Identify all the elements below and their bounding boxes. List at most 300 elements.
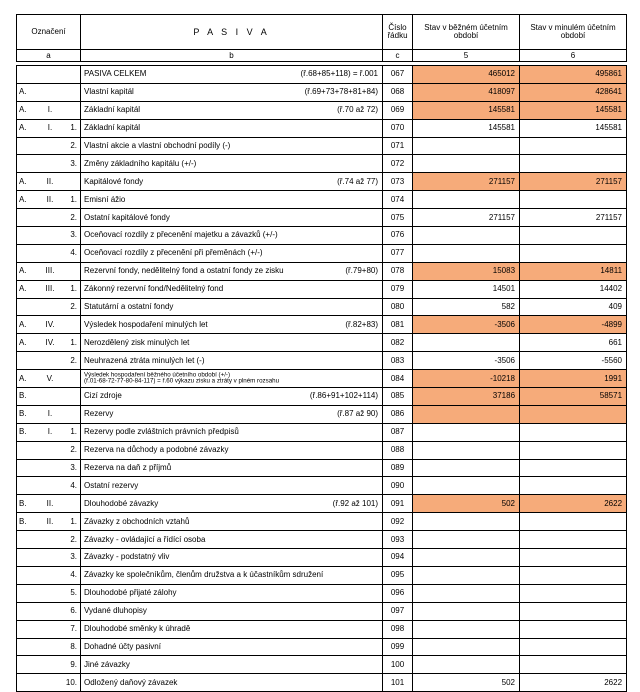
row-level-3: 2. xyxy=(63,352,81,370)
row-label-cell xyxy=(81,423,383,441)
row-label: Rezerva na daň z příjmů xyxy=(84,463,172,473)
row-label: Závazky - ovládající a řídící osoba xyxy=(84,534,206,544)
row-label: Zákonný rezervní fond/Nedělitelný fond xyxy=(84,284,224,294)
row-level-3: 1. xyxy=(63,119,81,137)
value-current-period xyxy=(413,459,520,477)
value-current-period xyxy=(413,137,520,155)
row-level-3 xyxy=(63,316,81,334)
row-label: Ostatní rezervy xyxy=(84,480,139,490)
table-row xyxy=(17,209,627,227)
table-row xyxy=(17,656,627,674)
row-level-2 xyxy=(38,620,63,638)
row-level-3: 5. xyxy=(63,584,81,602)
value-current-period: 465012 xyxy=(413,66,520,84)
value-previous-period: 271157 xyxy=(520,173,627,191)
row-label: Vlastní kapitál xyxy=(84,87,134,97)
value-current-period xyxy=(413,227,520,245)
row-level-3: 7. xyxy=(63,620,81,638)
row-label: Vlastní akcie a vlastní obchodní podíly (-) xyxy=(84,141,231,150)
row-level-1: A. xyxy=(17,280,38,298)
row-level-1 xyxy=(17,602,38,620)
row-code: 099 xyxy=(383,638,413,656)
row-level-2 xyxy=(38,83,63,101)
value-previous-period xyxy=(520,620,627,638)
row-code: 093 xyxy=(383,531,413,549)
subheader-5: 5 xyxy=(413,50,520,62)
row-label-cell xyxy=(81,656,383,674)
row-label: Jiné závazky xyxy=(84,659,130,669)
row-level-3: 1. xyxy=(63,334,81,352)
row-level-3: 2. xyxy=(63,209,81,227)
row-label-cell xyxy=(81,674,383,692)
row-label: Dlouhodobé závazky xyxy=(84,498,159,508)
value-current-period xyxy=(413,638,520,656)
row-code: 068 xyxy=(383,83,413,101)
subheader-c: c xyxy=(383,50,413,62)
row-level-2: II. xyxy=(38,513,63,531)
row-formula: (ř.79+80) xyxy=(345,266,379,276)
row-formula: (ř.86+91+102+114) xyxy=(309,391,379,401)
table-row xyxy=(17,298,627,316)
row-code: 071 xyxy=(383,137,413,155)
row-label-cell xyxy=(81,173,383,191)
table-row xyxy=(17,423,627,441)
value-previous-period: 271157 xyxy=(520,209,627,227)
row-code: 070 xyxy=(383,119,413,137)
table-row xyxy=(17,83,627,101)
row-label-cell xyxy=(81,191,383,209)
value-previous-period xyxy=(520,566,627,584)
row-level-3 xyxy=(63,388,81,406)
row-level-1 xyxy=(17,549,38,567)
row-level-3 xyxy=(63,101,81,119)
row-code: 082 xyxy=(383,334,413,352)
row-label: Rezerva na důchody a podobné závazky xyxy=(84,445,229,455)
value-current-period: 14501 xyxy=(413,280,520,298)
row-level-1 xyxy=(17,298,38,316)
col-header-minule-obdobi: Stav v minulém účetním období xyxy=(520,15,627,50)
row-level-3: 1. xyxy=(63,280,81,298)
value-current-period xyxy=(413,531,520,549)
row-level-2: III. xyxy=(38,262,63,280)
row-level-3: 1. xyxy=(63,191,81,209)
row-level-2 xyxy=(38,227,63,245)
row-label-cell xyxy=(81,155,383,173)
subheader-6: 6 xyxy=(520,50,627,62)
value-previous-period xyxy=(520,137,627,155)
row-label: Základní kapitál xyxy=(84,123,141,133)
row-level-1: A. xyxy=(17,83,38,101)
row-level-3 xyxy=(63,370,81,388)
table-row xyxy=(17,191,627,209)
row-label: Neuhrazená ztráta minulých let (-) xyxy=(84,355,205,365)
row-code: 098 xyxy=(383,620,413,638)
row-code: 072 xyxy=(383,155,413,173)
col-header-pasiva: P A S I V A xyxy=(81,15,383,50)
row-code: 088 xyxy=(383,441,413,459)
value-current-period xyxy=(413,244,520,262)
row-label-cell xyxy=(81,352,383,370)
value-previous-period: 2622 xyxy=(520,674,627,692)
row-label: Cizí zdroje xyxy=(84,391,122,401)
row-level-1 xyxy=(17,66,38,84)
value-current-period xyxy=(413,656,520,674)
value-previous-period: 58571 xyxy=(520,388,627,406)
row-level-1 xyxy=(17,531,38,549)
col-header-oznaceni: Označení xyxy=(17,15,81,50)
row-level-2 xyxy=(38,602,63,620)
row-level-2: II. xyxy=(38,495,63,513)
table-row xyxy=(17,137,627,155)
value-previous-period: 495861 xyxy=(520,66,627,84)
row-level-1 xyxy=(17,137,38,155)
row-label-cell xyxy=(81,370,383,388)
row-code: 074 xyxy=(383,191,413,209)
row-level-3 xyxy=(63,495,81,513)
row-label: Emisní ážio xyxy=(84,194,126,204)
row-label: Závazky z obchodních vztahů xyxy=(84,516,190,526)
table-row xyxy=(17,441,627,459)
value-previous-period xyxy=(520,405,627,423)
table-row xyxy=(17,101,627,119)
row-label: Rezervy podle zvláštních právních předpisů xyxy=(84,427,239,437)
row-label: Nerozdělený zisk minulých let xyxy=(84,337,190,347)
row-level-2: II. xyxy=(38,191,63,209)
table-row xyxy=(17,602,627,620)
table-row xyxy=(17,370,627,388)
row-label-cell xyxy=(81,119,383,137)
row-code: 083 xyxy=(383,352,413,370)
table-row xyxy=(17,495,627,513)
table-row xyxy=(17,352,627,370)
value-current-period xyxy=(413,441,520,459)
row-level-3: 6. xyxy=(63,602,81,620)
table-body xyxy=(17,66,627,692)
value-previous-period: 661 xyxy=(520,334,627,352)
row-label-cell xyxy=(81,441,383,459)
subheader-a: a xyxy=(17,50,81,62)
row-level-2: I. xyxy=(38,119,63,137)
row-level-1: A. xyxy=(17,173,38,191)
value-previous-period xyxy=(520,423,627,441)
value-current-period: 145581 xyxy=(413,101,520,119)
row-code: 076 xyxy=(383,227,413,245)
row-level-2: IV. xyxy=(38,334,63,352)
row-code: 080 xyxy=(383,298,413,316)
balance-sheet-liabilities xyxy=(16,14,626,687)
row-level-2 xyxy=(38,638,63,656)
value-previous-period: -5560 xyxy=(520,352,627,370)
row-code: 094 xyxy=(383,549,413,567)
table-row xyxy=(17,549,627,567)
row-label-cell xyxy=(81,298,383,316)
row-formula: (ř.82+83) xyxy=(345,319,379,329)
row-level-1: A. xyxy=(17,316,38,334)
row-label-cell xyxy=(81,584,383,602)
row-label: Ostatní kapitálové fondy xyxy=(84,212,170,222)
row-level-2 xyxy=(38,209,63,227)
row-label-cell xyxy=(81,602,383,620)
table-row xyxy=(17,316,627,334)
header-row xyxy=(17,15,627,50)
row-level-2: IV. xyxy=(38,316,63,334)
row-formula: (ř.74 až 77) xyxy=(337,176,379,186)
value-previous-period: 145581 xyxy=(520,119,627,137)
table-row xyxy=(17,334,627,352)
row-label: Oceňovací rozdíly z přecenění majetku a závazků (+/-) xyxy=(84,230,278,240)
row-level-3: 4. xyxy=(63,244,81,262)
value-previous-period xyxy=(520,244,627,262)
row-level-2: III. xyxy=(38,280,63,298)
table-row xyxy=(17,531,627,549)
row-level-3: 8. xyxy=(63,638,81,656)
row-label-cell xyxy=(81,531,383,549)
table-row xyxy=(17,584,627,602)
value-current-period: -3506 xyxy=(413,352,520,370)
table-row xyxy=(17,459,627,477)
row-level-3: 1. xyxy=(63,423,81,441)
row-level-1: B. xyxy=(17,495,38,513)
value-current-period xyxy=(413,549,520,567)
row-label-cell xyxy=(81,513,383,531)
col-header-cislo-radku: Číslo řádku xyxy=(383,15,413,50)
row-level-1: A. xyxy=(17,119,38,137)
row-label: Kapitálové fondy xyxy=(84,176,144,186)
value-current-period: 582 xyxy=(413,298,520,316)
row-label-cell xyxy=(81,566,383,584)
value-current-period xyxy=(413,405,520,423)
table-row xyxy=(17,477,627,495)
value-previous-period xyxy=(520,513,627,531)
row-level-2: I. xyxy=(38,405,63,423)
row-code: 097 xyxy=(383,602,413,620)
row-level-1 xyxy=(17,155,38,173)
row-code: 087 xyxy=(383,423,413,441)
row-level-1 xyxy=(17,638,38,656)
row-level-1: B. xyxy=(17,423,38,441)
table-row xyxy=(17,262,627,280)
value-previous-period xyxy=(520,638,627,656)
row-label-cell xyxy=(81,334,383,352)
value-previous-period xyxy=(520,155,627,173)
row-formula: (ř.92 až 101) xyxy=(332,498,379,508)
value-previous-period xyxy=(520,477,627,495)
table-row xyxy=(17,173,627,191)
row-code: 084 xyxy=(383,370,413,388)
row-code: 069 xyxy=(383,101,413,119)
table-row xyxy=(17,513,627,531)
row-formula: (ř.87 až 90) xyxy=(337,409,379,419)
row-level-3: 3. xyxy=(63,155,81,173)
table-row xyxy=(17,638,627,656)
row-label-cell xyxy=(81,66,383,84)
row-level-3: 3. xyxy=(63,227,81,245)
row-level-2: I. xyxy=(38,101,63,119)
row-label: Rezervní fondy, nedělitelný fond a ostatní fondy ze zisku xyxy=(84,266,284,276)
value-current-period: 502 xyxy=(413,495,520,513)
value-previous-period xyxy=(520,531,627,549)
row-level-1: A. xyxy=(17,262,38,280)
row-level-3: 2. xyxy=(63,137,81,155)
row-label-cell xyxy=(81,549,383,567)
row-level-3 xyxy=(63,262,81,280)
row-label: Dlouhodobé přijaté zálohy xyxy=(84,588,177,598)
value-current-period: -3506 xyxy=(413,316,520,334)
value-current-period xyxy=(413,334,520,352)
value-current-period xyxy=(413,584,520,602)
row-label: Výsledek hospodaření minulých let xyxy=(84,319,208,329)
row-code: 077 xyxy=(383,244,413,262)
row-label-cell xyxy=(81,262,383,280)
table-row xyxy=(17,566,627,584)
row-level-1: A. xyxy=(17,334,38,352)
row-level-1: B. xyxy=(17,388,38,406)
subheader-row xyxy=(17,50,627,62)
row-level-1 xyxy=(17,477,38,495)
row-formula: (ř.69+73+78+81+84) xyxy=(304,87,379,97)
value-current-period: 271157 xyxy=(413,173,520,191)
value-current-period xyxy=(413,602,520,620)
value-current-period xyxy=(413,191,520,209)
row-label: Oceňovací rozdíly z přecenění při přeměnách (+/-) xyxy=(84,248,263,258)
value-previous-period xyxy=(520,191,627,209)
row-level-1 xyxy=(17,566,38,584)
row-level-2 xyxy=(38,674,63,692)
row-level-3: 10. xyxy=(63,674,81,692)
row-label-cell xyxy=(81,244,383,262)
row-level-2 xyxy=(38,477,63,495)
row-code: 100 xyxy=(383,656,413,674)
row-level-2 xyxy=(38,352,63,370)
row-level-1 xyxy=(17,209,38,227)
value-current-period: 37186 xyxy=(413,388,520,406)
row-code: 095 xyxy=(383,566,413,584)
value-current-period xyxy=(413,566,520,584)
row-level-3: 3. xyxy=(63,459,81,477)
row-level-3 xyxy=(63,83,81,101)
value-previous-period xyxy=(520,459,627,477)
row-code: 086 xyxy=(383,405,413,423)
table-row xyxy=(17,388,627,406)
row-label-cell xyxy=(81,620,383,638)
row-level-1 xyxy=(17,244,38,262)
row-level-3 xyxy=(63,173,81,191)
row-label-cell xyxy=(81,459,383,477)
value-current-period xyxy=(413,155,520,173)
row-code: 085 xyxy=(383,388,413,406)
row-level-1 xyxy=(17,459,38,477)
value-current-period: 502 xyxy=(413,674,520,692)
value-previous-period xyxy=(520,656,627,674)
row-label: Závazky - podstatný vliv xyxy=(84,552,170,562)
row-label: Základní kapitál xyxy=(84,105,141,115)
row-label-cell xyxy=(81,83,383,101)
value-previous-period: 1991 xyxy=(520,370,627,388)
value-previous-period xyxy=(520,602,627,620)
row-level-3: 2. xyxy=(63,441,81,459)
row-level-2 xyxy=(38,459,63,477)
value-current-period: -10218 xyxy=(413,370,520,388)
row-code: 081 xyxy=(383,316,413,334)
row-label-cell xyxy=(81,388,383,406)
value-previous-period xyxy=(520,584,627,602)
row-code: 091 xyxy=(383,495,413,513)
row-label: Dohadné účty pasivní xyxy=(84,641,161,651)
value-previous-period: 2622 xyxy=(520,495,627,513)
row-level-3: 4. xyxy=(63,477,81,495)
row-label: Změny základního kapitálu (+/-) xyxy=(84,158,197,168)
row-code: 079 xyxy=(383,280,413,298)
row-level-1: B. xyxy=(17,513,38,531)
row-level-1: B. xyxy=(17,405,38,423)
row-level-2 xyxy=(38,584,63,602)
row-label-cell xyxy=(81,101,383,119)
row-label-cell xyxy=(81,495,383,513)
row-level-1: A. xyxy=(17,191,38,209)
value-current-period: 15083 xyxy=(413,262,520,280)
row-level-1 xyxy=(17,620,38,638)
row-level-2: II. xyxy=(38,173,63,191)
table-row xyxy=(17,620,627,638)
row-level-3: 3. xyxy=(63,549,81,567)
row-formula: (ř.68+85+118) = ř.001 xyxy=(300,69,379,79)
row-level-2 xyxy=(38,298,63,316)
row-code: 101 xyxy=(383,674,413,692)
col-header-bezne-obdobi: Stav v běžném účetním období xyxy=(413,15,520,50)
row-level-2 xyxy=(38,155,63,173)
value-previous-period: 428641 xyxy=(520,83,627,101)
table-row xyxy=(17,280,627,298)
row-level-2 xyxy=(38,531,63,549)
row-label-cell xyxy=(81,209,383,227)
row-level-1 xyxy=(17,352,38,370)
row-label: Rezervy xyxy=(84,409,114,419)
row-code: 078 xyxy=(383,262,413,280)
table-row xyxy=(17,674,627,692)
value-current-period xyxy=(413,423,520,441)
row-level-2 xyxy=(38,441,63,459)
table-row xyxy=(17,227,627,245)
value-previous-period: 409 xyxy=(520,298,627,316)
row-level-1 xyxy=(17,227,38,245)
value-previous-period xyxy=(520,549,627,567)
row-level-3 xyxy=(63,405,81,423)
row-code: 073 xyxy=(383,173,413,191)
row-label-cell xyxy=(81,477,383,495)
value-current-period xyxy=(413,477,520,495)
row-label-cell xyxy=(81,405,383,423)
row-code: 089 xyxy=(383,459,413,477)
row-level-2 xyxy=(38,388,63,406)
row-formula: (ř.70 až 72) xyxy=(337,105,379,115)
row-level-2 xyxy=(38,656,63,674)
row-label: Výsledek hospodaření běžného účetního období (+/-) (ř.01-68-72-77-80-84-117) = ř.60 výkazu zisku a ztráty v plném rozsahu xyxy=(84,371,280,385)
row-label-cell xyxy=(81,137,383,155)
value-current-period: 271157 xyxy=(413,209,520,227)
table-row xyxy=(17,66,627,84)
row-level-2 xyxy=(38,549,63,567)
value-previous-period: 14811 xyxy=(520,262,627,280)
value-current-period: 418097 xyxy=(413,83,520,101)
row-level-1 xyxy=(17,674,38,692)
row-label-cell xyxy=(81,638,383,656)
row-label: Závazky ke společníkům, členům družstva a k účastníkům sdružení xyxy=(84,570,324,580)
row-level-1: A. xyxy=(17,101,38,119)
row-level-2 xyxy=(38,137,63,155)
row-code: 090 xyxy=(383,477,413,495)
row-level-3: 2. xyxy=(63,298,81,316)
row-label-cell xyxy=(81,227,383,245)
